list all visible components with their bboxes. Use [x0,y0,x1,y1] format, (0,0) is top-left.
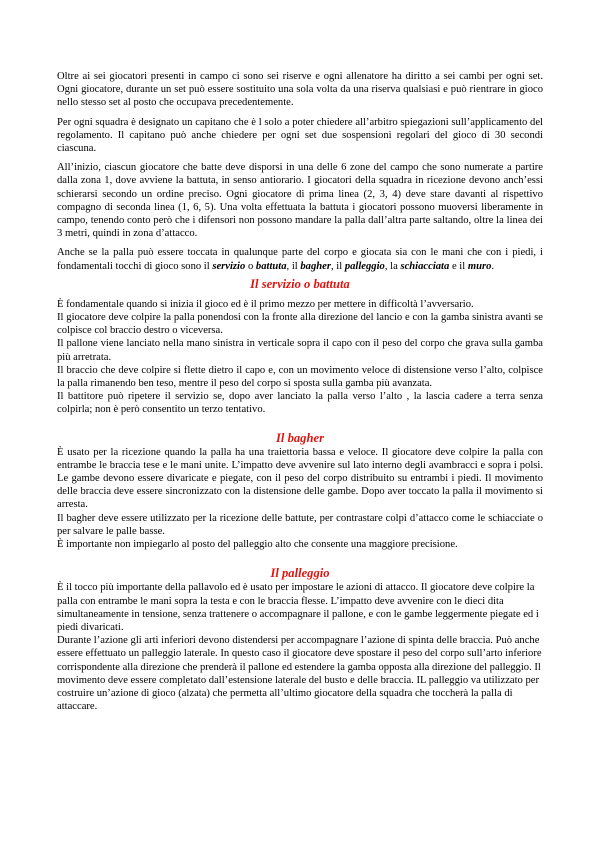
fundamentals-text: , il [286,260,301,272]
bagher-line: È importante non impiegarlo al posto del palleggio alto che consente una maggiore precisione. [57,539,458,551]
intro-paragraph-zones: All’inizio, ciascun giocatore che batte deve disporsi in una delle 6 zone del campo che sono numerate a partire dalla zona 1, dove avviene la battuta, in senso antiorario. I giocatori della squadra in ricezione devono anch’essi schierarsi secondo un ordine preciso. Ogni giocatore di prima linea (2, 3, 4) deve stare davanti al rispettivo compagno di seconda linea (1, 6, 5). Una volta effettuata la battuta i giocatori possono muoversi liberamente in campo, tenendo conto però che i difensori non possono mandare la palla dall’altra parte saltando, oltre la linea dei 3 metri, quindi in zona d’attacco. [57,162,543,240]
servizio-line: È fondamentale quando si inizia il gioco ed è il primo mezzo per mettere in difficoltà l’avversario. [57,298,474,310]
palleggio-line: È il tocco più importante della pallavolo ed è usato per impostare le azioni di attacco. Il giocatore deve colpire la palla con entrambe le mani sopra la testa e con le braccia flesse. L’impatto deve avvenire con le dieci dita simultaneamente in tensione, senza trattenere o accompagnare il pallone, e con le gambe leggermente piegate ed i piedi divaricati. [57,582,539,633]
intro-paragraph-substitutions: Oltre ai sei giocatori presenti in campo ci sono sei riserve e ogni allenatore ha diritto a sei cambi per ogni set. Ogni giocatore, durante un set può essere sostituito una sola volta da una riserva qualsiasi e può rientrare in gioco nello stesso set al posto che occupava precedentemente. [57,71,543,109]
fundamentals-text: . [491,260,495,272]
intro-paragraph-fundamentals [57,246,543,272]
term-palleggio: palleggio [344,260,385,272]
bagher-line: Il bagher deve essere utilizzato per la ricezione delle battute, per contrastare colpi d’attacco come le schiacciate o per salvare le palle basse. [57,512,543,537]
fundamentals-text: Anche se la palla può essere toccata in qualunque parte del corpo e giocata sia con le mani che con i piedi, i fondamentali tocchi di gioco sono il [57,247,543,272]
servizio-line: Il pallone viene lanciato nella mano sinistra in verticale sopra il capo con il peso del corpo che grava sulla gamba più arretrata. [57,338,543,363]
fundamentals-text: e il [449,260,468,272]
term-bagher: bagher [300,260,331,272]
bagher-line: È usato per la ricezione quando la palla ha una traiettoria bassa e veloce. Il giocatore deve colpire la palla con entrambe le braccia tese e le mani unite. L’impatto deve avvenire sul lato interno degli avambracci e sopra i polsi. Le gambe devono essere divaricate e piegate, con il peso del corpo distribuito su entrambi i piedi. Il movimento delle braccia deve essere sincronizzato con la distensione delle gambe. Dopo aver toccato la palla il movimento si arresta. [57,446,543,511]
fundamentals-text: , la [384,260,401,272]
fundamentals-text: , il [330,260,345,272]
servizio-line: Il giocatore deve colpire la palla ponendosi con la fronte alla direzione del lancio e con la gamba sinistra avanti se colpisce col braccio destro o viceversa. [57,312,543,337]
servizio-line: Il braccio che deve colpire si flette dietro il capo e, con un movimento veloce di distensione verso l’alto, colpisce la palla rimanendo ben teso, mentre il peso del corpo si sposta sulla gamba più avanzata. [57,364,543,390]
term-servizio: servizio [212,260,246,272]
term-schiacciata: schiacciata [400,260,450,272]
palleggio-line: Durante l’azione gli arti inferiori devono distendersi per accompagnare l’azione di spinta delle braccia. Può anche essere effettuato un palleggio laterale. In questo caso il giocatore deve spostare il peso del corpo sull’arto inferiore corrispondente alla direzione che prenderà il pallone ed estendere la gamba opposta alla direzione del palleggio. Il movimento deve essere completato dall’estensione laterale del busto e delle braccia. IL palleggio va utilizzato per costruire un’azione di gioco (alzata) che permetta all’ultimo giocatore della squadra che toccherà la palla di attaccare. [57,635,542,713]
term-muro: muro [467,260,492,272]
palleggio-section [57,581,543,713]
document-page [57,70,543,713]
fundamentals-text: o [245,260,256,272]
intro-paragraph-captain: Per ogni squadra è designato un capitano che è l solo a poter chiedere all’arbitro spiegazioni sull’applicamento del regolamento. Il capitano può anche chiedere per ogni set due sospensioni regolari del gioco di 30 secondi ciascuna. [57,116,543,155]
heading-bagher: Il bagher [276,430,324,445]
heading-palleggio: Il palleggio [270,566,330,581]
term-battuta: battuta [255,260,287,272]
servizio-line: Il battitore può ripetere il servizio se, dopo aver lanciato la palla verso l’alto , la lascia cadere a terra senza colpirla; non è però consentito un terzo tentativo. [57,391,543,416]
heading-servizio: Il servizio o battuta [250,276,350,291]
